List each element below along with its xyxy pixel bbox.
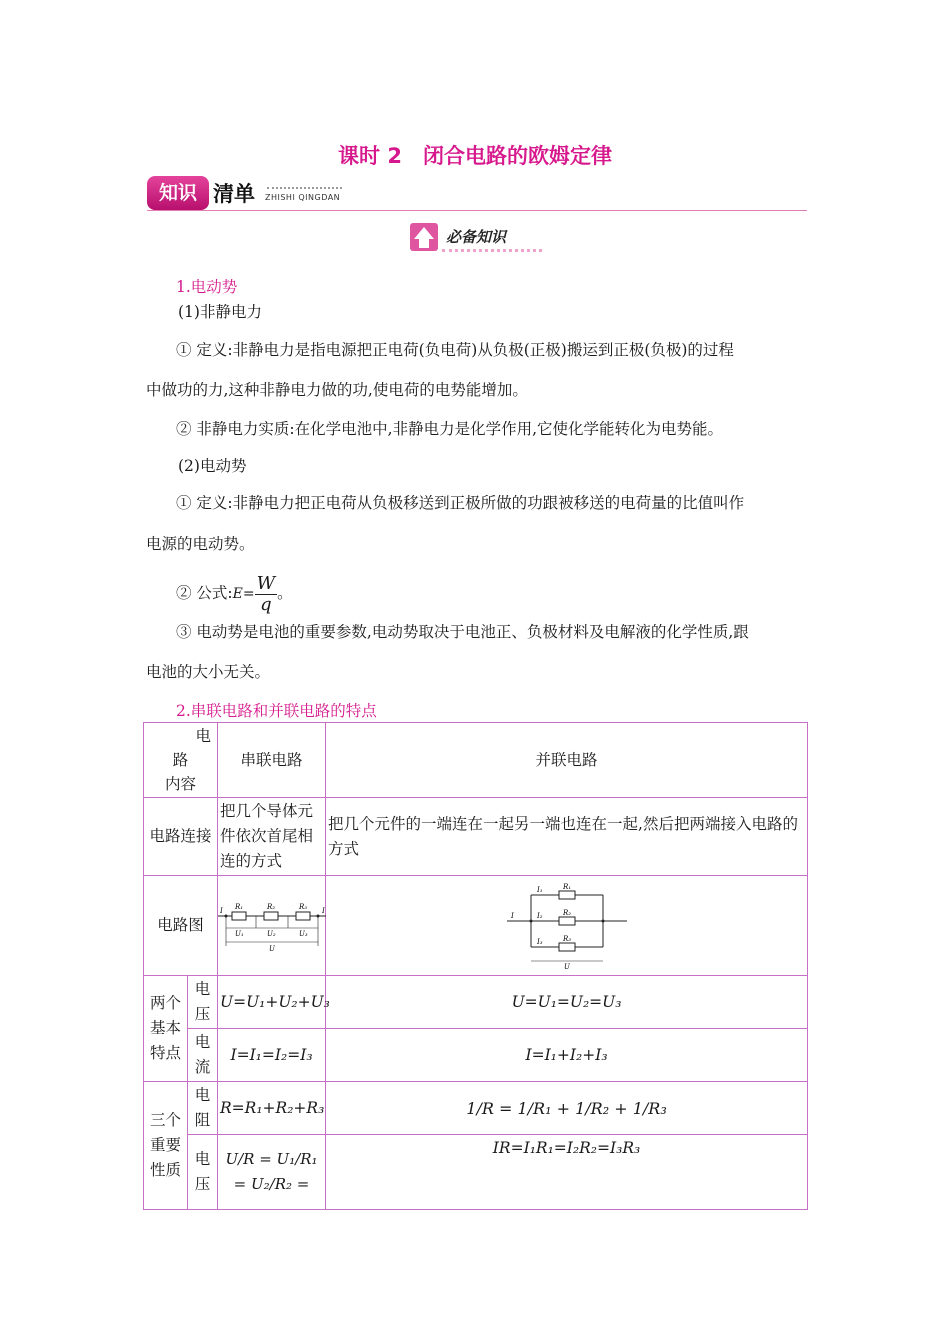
- banner-divider: [147, 210, 807, 211]
- sub-emf: (2)电动势: [178, 457, 247, 475]
- page-title: 课时 2 闭合电路的欧姆定律: [338, 144, 612, 168]
- current-label: 电流: [188, 1029, 218, 1082]
- parallel-label-R2: R₂: [562, 908, 571, 917]
- distribution-series: U/R = U₁/R₁ = U₂/R₂ =: [218, 1135, 326, 1210]
- resistance-parallel: 1/R = 1/R₁ + 1/R₂ + 1/R₃: [326, 1082, 808, 1135]
- series-label-I-out: I: [322, 906, 325, 915]
- section-dots: [442, 249, 542, 252]
- table-row-resistance: [144, 1082, 808, 1135]
- formula-suffix: 。: [277, 584, 293, 602]
- connection-series: 把几个导体元件依次首尾相连的方式: [218, 798, 326, 876]
- table-header-row: [144, 723, 808, 798]
- heading-emf: 1.电动势: [176, 278, 238, 296]
- header-series: 串联电路: [218, 723, 326, 798]
- para-emf-note-b: 电池的大小无关。: [146, 663, 271, 681]
- section-label: 必备知识: [446, 228, 507, 246]
- series-label-U2: U₂: [267, 929, 276, 938]
- series-circuit-diagram: [218, 876, 326, 976]
- up-arrow-icon: [410, 223, 438, 251]
- resistance-series: R=R₁+R₂+R₃: [218, 1082, 326, 1135]
- series-label-U: U: [269, 944, 275, 953]
- formula-fraction: [255, 574, 278, 615]
- parallel-label-I: I: [510, 911, 514, 920]
- banner-pinyin: ZHISHI QINGDAN: [265, 193, 341, 202]
- table-row-distribution: [144, 1135, 808, 1210]
- distribution-parallel: IR=I₁R₁=I₂R₂=I₃R₃: [326, 1135, 808, 1210]
- banner-dots: [267, 187, 342, 189]
- para-formula: [176, 570, 293, 616]
- table-row-connection: [144, 798, 808, 876]
- row-label-diagram: 电路图: [144, 876, 218, 976]
- corner-mid: 路: [172, 751, 189, 769]
- para-definition-1b: 中做功的力,这种非静电力做的功,使电荷的电势能增加。: [146, 381, 528, 399]
- para-emf-note-a: ③ 电动势是电池的重要参数,电动势取决于电池正、负极材料及电解液的化学性质,跟: [176, 623, 749, 641]
- distribution-voltage-label: 电压: [188, 1135, 218, 1210]
- formula-lhs: E=: [232, 586, 255, 602]
- corner-top: 电: [195, 727, 212, 745]
- voltage-parallel: U=U₁=U₂=U₃: [326, 976, 808, 1029]
- parallel-label-I1: I₁: [536, 885, 543, 894]
- header-parallel: 并联电路: [326, 723, 808, 798]
- corner-bot: 内容: [165, 775, 197, 793]
- para-essence: ② 非静电力实质:在化学电池中,非静电力是化学作用,它使化学能转化为电势能。: [176, 420, 724, 438]
- knowledge-banner: [147, 176, 807, 212]
- current-series: I=I₁=I₂=I₃: [218, 1029, 326, 1082]
- series-label-R1: R₁: [235, 902, 244, 911]
- parallel-label-I3: I₃: [536, 937, 543, 946]
- corner-cell: [144, 723, 218, 798]
- table-row-diagram: [144, 876, 808, 976]
- series-label-I-in: I: [220, 906, 223, 915]
- formula-prefix: ② 公式:: [176, 584, 233, 602]
- voltage-label: 电压: [188, 976, 218, 1029]
- heading-circuits: 2.串联电路和并联电路的特点: [176, 702, 377, 720]
- voltage-series: U=U₁+U₂+U₃: [218, 976, 326, 1029]
- table-row-current: [144, 1029, 808, 1082]
- section-header: [410, 223, 560, 257]
- row-label-connection: 电路连接: [144, 798, 218, 876]
- parallel-label-R1: R₁: [562, 882, 571, 891]
- table-row-voltage: [144, 976, 808, 1029]
- formula-denominator: q: [260, 593, 272, 615]
- formula-numerator: W: [256, 572, 276, 594]
- connection-parallel: 把几个元件的一端连在一起另一端也连在一起,然后把两端接入电路的方式: [326, 798, 808, 876]
- sub-nonelectrostatic: (1)非静电力: [178, 303, 262, 321]
- parallel-label-R3: R₃: [562, 934, 571, 943]
- resistance-label: 电阻: [188, 1082, 218, 1135]
- series-label-R3: R₃: [299, 902, 308, 911]
- para-definition-2a: ① 定义:非静电力把正电荷从负极移送到正极所做的功跟被移送的电荷量的比值叫作: [176, 494, 745, 512]
- properties-label: 三个重要性质: [144, 1082, 188, 1210]
- current-parallel: I=I₁+I₂+I₃: [326, 1029, 808, 1082]
- parallel-circuit-diagram: [326, 876, 808, 976]
- parallel-label-I2: I₂: [536, 911, 543, 920]
- banner-word: 清单: [213, 182, 255, 206]
- para-definition-2b: 电源的电动势。: [146, 535, 255, 553]
- parallel-label-U: U: [563, 962, 570, 971]
- series-label-U3: U₃: [299, 929, 308, 938]
- series-label-U1: U₁: [235, 929, 244, 938]
- basic-features-label: 两个基本特点: [144, 976, 188, 1082]
- series-label-R2: R₂: [267, 902, 276, 911]
- para-definition-1a: ① 定义:非静电力是指电源把正电荷(负电荷)从负极(正极)搬运到正极(负极)的过程: [176, 341, 734, 359]
- banner-badge: 知识: [147, 176, 209, 210]
- circuit-comparison-table: [143, 722, 808, 1210]
